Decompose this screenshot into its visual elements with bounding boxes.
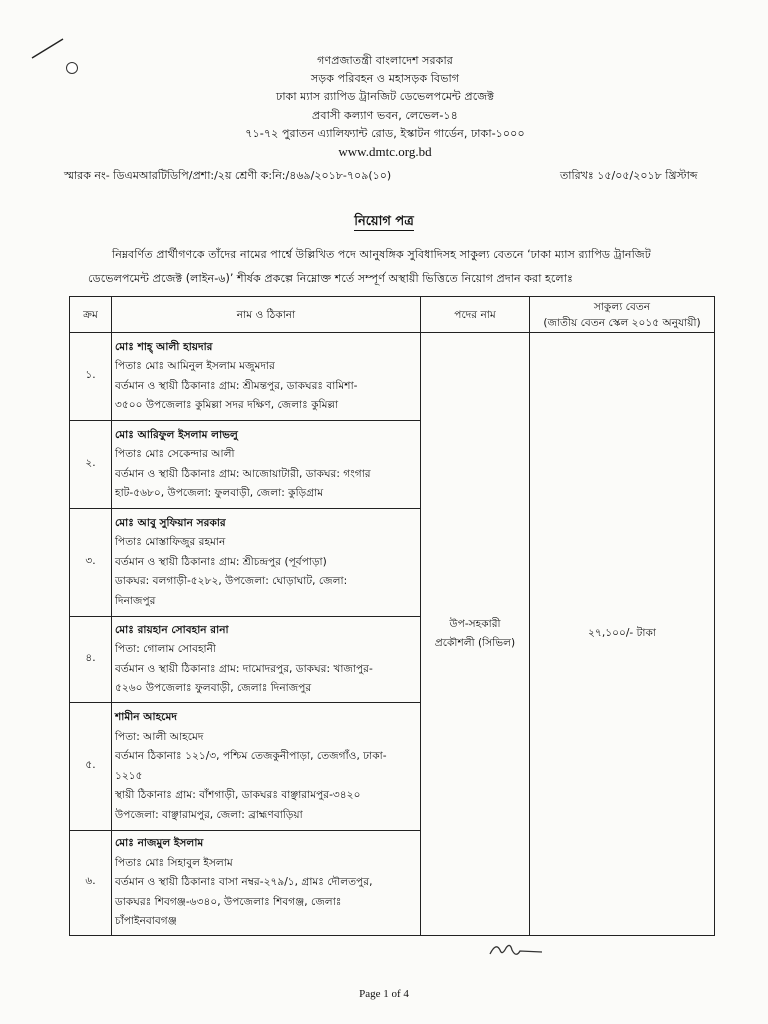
candidate-address-line: হাট-৫৬৮০, উপজেলা: ফুলবাড়ী, জেলা: কুড়িগ্রাম — [115, 487, 324, 499]
letterhead-line-building: প্রবাসী কল্যাণ ভবন, লেভেল-১৪ — [312, 108, 458, 122]
candidate-address-line: পিতা: গোলাম সোবহানী — [115, 643, 216, 655]
memo-number: স্মারক নং- ডিএমআরটিডিপি/প্রশা:/২য় শ্রেণী ক:নি:/৪৬৯/২০১৮-৭০৯(১০) — [64, 169, 392, 182]
row-serial: ৫. — [70, 703, 112, 831]
intro-paragraph: নিম্নবর্ণিত প্রার্থীগণকে তাঁদের নামের পার্শ্বে উল্লিখিত পদে আনুষঙ্গিক সুবিধাদিসহ সাকুল্য বেতনে ‘ঢাকা ম্যাস র‌্যাপিড ট্রানজিট ডেভেলপমেন্ট প্রজেক্ট (লাইন-৬)’ শীর্ষক প্রকল্পে নিম্নোক্ত শর্তে সম্পূর্ণ অস্থায়ী ভিত্তিতে নিয়োগ প্রদান করা হলোঃ — [88, 248, 651, 285]
candidate-address-line: পিতাঃ মোঃ সিহাবুল ইসলাম — [115, 856, 233, 869]
candidate-address-line: পিতাঃ মোঃ আমিনুল ইসলাম মজুমদার — [115, 360, 275, 372]
table-row — [70, 333, 715, 421]
candidate-details — [112, 831, 421, 936]
row-serial: ১. — [70, 333, 112, 421]
post-name: উপ-সহকারী প্রকৌশলী (সিভিল) — [421, 333, 530, 936]
letterhead-line-division: সড়ক পরিবহন ও মহাসড়ক বিভাগ — [310, 72, 460, 86]
candidate-name: শামীন আহমেদ — [115, 711, 177, 723]
appointment-table — [69, 296, 715, 936]
header-post: পদের নাম — [421, 297, 530, 333]
row-serial: ৬. — [70, 831, 112, 936]
letterhead-website: www.dmtc.org.bd — [338, 144, 432, 160]
candidate-address-line: উপজেলা: বাঞ্ছারামপুর, জেলা: ব্রাহ্মণবাড়িয়া — [115, 808, 303, 821]
candidate-address-line: বর্তমান ও স্থায়ী ঠিকানাঃ বাসা নম্বর-২৭৯/১, গ্রামঃ দৌলতপুর, — [115, 876, 373, 888]
row-serial: ৪. — [70, 617, 112, 703]
letterhead-line-project: ঢাকা ম্যাস র‌্যাপিড ট্রানজিট ডেভেলপমেন্ট প্রজেক্ট — [275, 90, 494, 104]
page-number: Page 1 of 4 — [359, 988, 409, 1000]
candidate-name: মোঃ নাজমুল ইসলাম — [115, 837, 204, 849]
document-title: নিয়োগ পত্র — [354, 214, 414, 229]
candidate-address-line: ৫২৬০ উপজেলাঃ ফুলবাড়ী, জেলাঃ দিনাজপুর — [115, 682, 312, 694]
candidate-address-line: বর্তমান ও স্থায়ী ঠিকানাঃ গ্রাম: শ্রীচন্দ্রপুর (পূর্বপাড়া) — [115, 555, 327, 568]
initial-signature — [486, 936, 546, 964]
candidate-details — [112, 509, 421, 617]
header-name-address: নাম ও ঠিকানা — [112, 297, 421, 333]
candidate-address-line: চাঁপাইনবাবগঞ্জ — [115, 915, 177, 927]
header-serial: ক্রম — [70, 297, 112, 333]
row-serial: ৩. — [70, 509, 112, 617]
candidate-details — [112, 333, 421, 421]
candidate-details — [112, 703, 421, 831]
candidate-name: মোঃ আবু সুফিয়ান সরকার — [115, 516, 226, 529]
candidate-address-line: বর্তমান ও স্থায়ী ঠিকানাঃ গ্রাম: আজোয়াটারী, ডাকঘর: গংগার — [115, 467, 371, 480]
candidate-address-line: ডাকঘর: বলগাড়ী-৫২৮২, উপজেলা: ঘোড়াঘাট, জেলা: — [115, 575, 348, 588]
letterhead-line-address: ৭১-৭২ পুরাতন এ্যালিফ্যান্ট রোড, ইস্কাটন গার্ডেন, ঢাকা-১০০০ — [245, 126, 525, 140]
candidate-address-line: পিতা: আলী আহমেদ — [115, 730, 204, 743]
letterhead — [190, 52, 580, 161]
salary-amount: ২৭,১০০/- টাকা — [530, 333, 715, 936]
row-serial: ২. — [70, 421, 112, 509]
candidate-address-line: বর্তমান ও স্থায়ী ঠিকানাঃ গ্রাম: দামোদরপুর, ডাকঘর: খাজাপুর- — [115, 662, 373, 675]
candidate-address-line: ৩৫০০ উপজেলাঃ কুমিল্লা সদর দক্ষিণ, জেলাঃ কুমিল্লা — [115, 399, 339, 411]
candidate-details — [112, 617, 421, 703]
table-header-row — [70, 297, 715, 333]
issue-date: তারিখঃ ১৫/০৫/২০১৮ খ্রিস্টাব্দ — [560, 169, 698, 182]
candidate-address-line: ডাকঘরঃ শিবগঞ্জ-৬৩৪০, উপজেলাঃ শিবগঞ্জ, জেলাঃ — [115, 895, 342, 908]
candidate-address-line: পিতাঃ মোস্তাফিজুর রহমান — [115, 536, 226, 549]
candidate-address-line: স্থায়ী ঠিকানাঃ গ্রাম: বাঁশগাড়ী, ডাকঘরঃ বাঞ্ছারামপুর-৩৪২০ — [115, 789, 361, 801]
candidate-address-line: বর্তমান ঠিকানাঃ ১২১/৩, পশ্চিম তেজকুনীপাড়া, তেজগাঁও, ঢাকা- — [115, 750, 387, 762]
candidate-name: মোঃ রায়হান সোবহান রানা — [115, 623, 229, 636]
letterhead-line-government: গণপ্রজাতন্ত্রী বাংলাদেশ সরকার — [317, 54, 453, 67]
candidate-details — [112, 421, 421, 509]
candidate-address-line: দিনাজপুর — [115, 594, 156, 607]
candidate-name: মোঃ শাহ্ আলী হায়দার — [115, 340, 213, 353]
punch-hole-mark — [66, 62, 78, 74]
candidate-address-line: বর্তমান ও স্থায়ী ঠিকানাঃ গ্রাম: শ্রীমন্তপুর, ডাকঘরঃ বামিশা- — [115, 379, 358, 392]
pen-stroke-mark — [30, 36, 66, 62]
header-salary: সাকুল্য বেতন (জাতীয় বেতন স্কেল ২০১৫ অনুযায়ী) — [530, 297, 715, 333]
candidate-address-line: ১২১৫ — [115, 769, 143, 782]
candidate-name: মোঃ আরিফুল ইসলাম লাভলু — [115, 428, 238, 441]
candidate-address-line: পিতাঃ মোঃ সেকেন্দার আলী — [115, 448, 235, 460]
